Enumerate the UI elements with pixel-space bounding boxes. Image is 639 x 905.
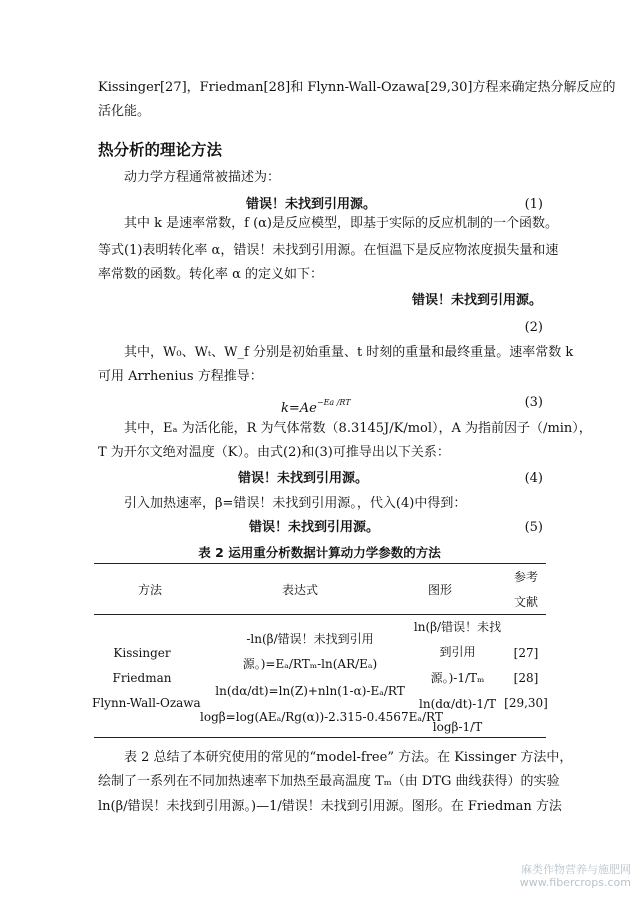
table-cell-method: Flynn-Wall-Ozawa xyxy=(92,696,201,710)
watermark-line: www.fibercrops.com xyxy=(519,876,631,889)
equation-number: (4) xyxy=(524,471,543,486)
table-header-figure: 图形 xyxy=(427,583,452,597)
table-cell-figure: ln(β/错误！未找 xyxy=(413,620,502,634)
table-cell-method: Friedman xyxy=(112,671,172,685)
table-cell-ref: [28] xyxy=(513,671,539,685)
equation-arrhenius xyxy=(281,395,351,417)
table-header-expression: 表达式 xyxy=(281,583,318,597)
paragraph-text: 表 2 总结了本研究使用的常见的“model-free” 方法。在 Kissinger 方法中， xyxy=(124,750,573,765)
equation-number: (3) xyxy=(524,395,543,410)
paragraph-text: 可用 Arrhenius 方程推导： xyxy=(98,369,263,384)
paragraph-text: 率常数的函数。转化率 α 的定义如下： xyxy=(98,267,324,282)
watermark-line: 麻类作物营养与施肥网 xyxy=(521,863,631,876)
table-caption: 表 2 运用重分析数据计算动力学参数的方法 xyxy=(198,545,441,560)
equation-placeholder: 错误！未找到引用源。 xyxy=(238,471,369,486)
table-cell-figure: 到引用 xyxy=(439,645,476,659)
table-cell-ref: [27] xyxy=(513,646,539,660)
table-cell-figure: ln(dα/dt)-1/T xyxy=(419,697,496,711)
paragraph-text: 引入加热速率，β=错误！未找到引用源。，代入(4)中得到： xyxy=(124,496,467,511)
table-cell-figure: 源。)-1/Tₘ xyxy=(430,671,485,685)
equation-number: (2) xyxy=(524,320,543,335)
paragraph-text: 等式(1)表明转化率 α，错误！未找到引用源。在恒温下是反应物浓度损失量和速 xyxy=(98,243,559,258)
table-header-ref: 文献 xyxy=(513,595,538,609)
paragraph-text: 其中 k 是速率常数，f (α)是反应模型，即基于实际的反应机制的一个函数。 xyxy=(124,216,559,231)
equation-number: (1) xyxy=(524,197,543,212)
table-cell-expression: logβ=log(AEₐ/Rg(α))-2.315-0.4567Eₐ/RT xyxy=(200,710,443,724)
equation-placeholder: 错误！未找到引用源。 xyxy=(412,293,543,308)
watermark xyxy=(491,863,631,889)
equation-placeholder: 错误！未找到引用源。 xyxy=(246,197,377,212)
table-cell-expression: -ln(β/错误！未找到引用 xyxy=(246,632,374,646)
equation-placeholder: 错误！未找到引用源。 xyxy=(249,520,380,535)
paragraph-text: T 为开尔文绝对温度（K）。由式(2)和(3)可推导出以下关系： xyxy=(98,445,450,460)
section-heading: 热分析的理论方法 xyxy=(98,141,223,159)
table-header-ref: 参考 xyxy=(513,570,538,584)
paragraph-text: 其中，Eₐ 为活化能，R 为气体常数（8.3145J/K/mol），A 为指前因子（/min）， xyxy=(124,421,592,436)
table-cell-expression: 源。)=Eₐ/RTₘ-ln(AR/Eₐ) xyxy=(242,657,378,671)
paragraph-text: 活化能。 xyxy=(98,104,151,119)
paragraph-text: 绘制了一系列在不同加热速率下加热至最高温度 Tₘ（由 DTG 曲线获得）的实验 xyxy=(98,774,560,789)
table-header-rule xyxy=(94,614,546,615)
table-bottom-rule xyxy=(94,737,546,738)
table-header-method: 方法 xyxy=(137,583,162,597)
table-top-rule xyxy=(94,563,546,564)
equation-exponent: −Ea /RT xyxy=(316,398,351,407)
paragraph-text: 其中，W₀、Wₜ、W_f 分别是初始重量、t 时刻的重量和最终重量。速率常数 k xyxy=(124,345,574,360)
table-cell-method: Kissinger xyxy=(113,646,171,660)
table-cell-expression: ln(dα/dt)=ln(Z)+nln(1-α)-Eₐ/RT xyxy=(215,684,405,698)
table-cell-figure: logβ-1/T xyxy=(432,720,483,734)
equation-number: (5) xyxy=(524,520,543,535)
equation-lhs: k=Ae xyxy=(281,401,317,416)
paragraph-text: 动力学方程通常被描述为： xyxy=(124,170,281,185)
paragraph-text: ln(β/错误！未找到引用源。)—1/错误！未找到引用源。图形。在 Friedman 方法 xyxy=(98,799,562,814)
table-cell-ref: [29,30] xyxy=(504,696,548,710)
paragraph-text: Kissinger[27]，Friedman[28]和 Flynn-Wall-Ozawa[29,30]方程来确定热分解反应的 xyxy=(98,80,616,95)
